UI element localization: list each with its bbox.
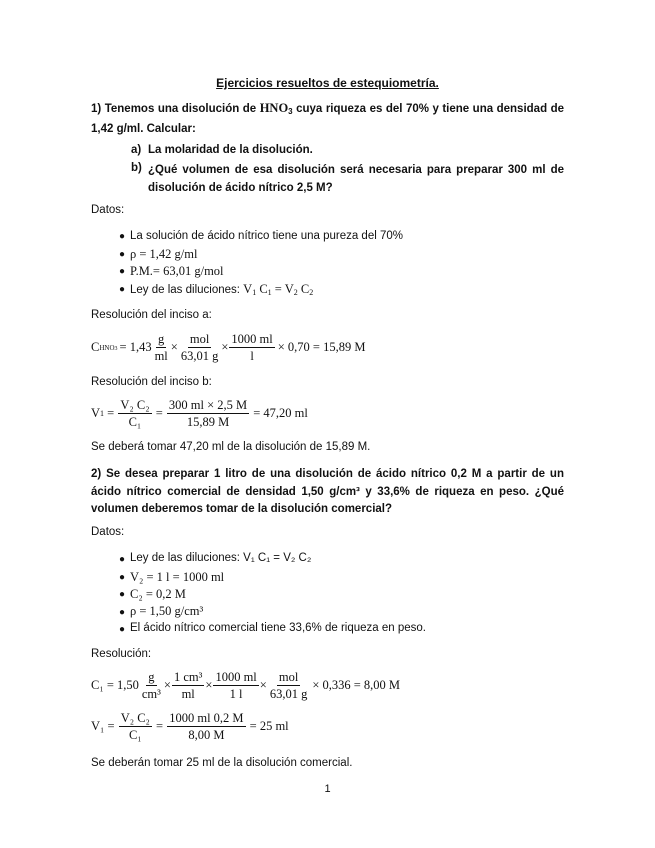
- datos-1-item: ρ = 1,42 g/ml: [130, 247, 198, 261]
- bullet-icon: ●: [119, 624, 126, 635]
- datos-2-item: El ácido nítrico comercial tiene 33,6% de riqueza en peso.: [130, 622, 426, 634]
- bullet-icon: ●: [119, 554, 126, 565]
- problem-1-statement: [91, 100, 564, 138]
- page-number: 1: [324, 783, 331, 795]
- datos-1-item: P.M.= 63,01 g/mol: [130, 264, 224, 278]
- bullet-icon: ●: [119, 572, 126, 583]
- problem-2-statement: 2) Se desea preparar 1 litro de una disolución de ácido nítrico 0,2 M a partir de un ácido nítrico comercial de densidad 1,50 g/cm³ y 33,6% de riqueza en peso. ¿Qué volumen deberemos tomar de la disolución comercial?: [91, 468, 564, 515]
- datos-2-item: Ley de las diluciones: V₁ C₁ = V₂ C₂: [130, 552, 312, 564]
- bullet-icon: ●: [119, 607, 126, 618]
- bullet-icon: ●: [119, 231, 126, 242]
- item-a-text: La molaridad de la disolución.: [148, 144, 313, 156]
- equation-volume-2: V₁ = $\frac{\text{V₂ C₂}}{\text{C₁}}$ = $\frac{1000 ml 0,2 M}{8,00 M}$ = 25 ml: [91, 711, 289, 742]
- datos-1-item: [130, 282, 313, 297]
- resolution-2-label: Resolución:: [91, 648, 152, 660]
- datos-2-item: V₂ = 1 l = 1000 ml: [130, 570, 225, 584]
- equation-molarity: C HNO3 = 1,43 $\frac{g}{ml}$ × $\frac{\text{mol}}{63,01 g}$ × $\frac{1000 ml}{l}$ × 0,70 = 15,89 M: [91, 332, 366, 363]
- item-b-marker: b): [131, 162, 142, 174]
- formula-subscript: 3: [288, 107, 293, 116]
- conclusion-2: Se deberán tomar 25 ml de la disolución comercial.: [91, 757, 353, 769]
- datos-2-item: ρ = 1,50 g/cm³: [130, 604, 204, 618]
- dilution-law-formula: $V_1$ $C_1 = V_2$ $C_2$: [243, 282, 314, 297]
- dilution-law-label: Ley de las diluciones:: [130, 284, 240, 296]
- item-a-marker: a): [131, 144, 142, 156]
- document-title: Ejercicios resueltos de estequiometría.: [216, 76, 439, 90]
- resolution-a-label: Resolución del inciso a:: [91, 309, 212, 321]
- formula-hno3: HNO: [259, 101, 289, 115]
- problem-1-prefix: 1) Tenemos una disolución de: [91, 103, 260, 115]
- conclusion-1: Se deberá tomar 47,20 ml de la disolución de 15,89 M.: [91, 441, 371, 453]
- bullet-icon: ●: [119, 284, 126, 295]
- datos-2-label: Datos:: [91, 526, 125, 538]
- datos-1-item: La solución de ácido nítrico tiene una pureza del 70%: [130, 230, 403, 242]
- datos-1-label: Datos:: [91, 204, 125, 216]
- bullet-icon: ●: [119, 266, 126, 277]
- datos-2-item: C₂ = 0,2 M: [130, 587, 186, 601]
- resolution-b-label: Resolución del inciso b:: [91, 376, 212, 388]
- problem-1-suffix: cuya riqueza es del 70% y tiene una densidad de 1,42 g/ml. Calcular:: [91, 103, 565, 135]
- equation-concentration: C₁ = 1,50 $\frac{g}{\text{cm³}}$ × $\frac{\text{1 cm³}}{ml}$ × $\frac{1000 ml}{1 l}$ × $\frac{\text{mol}}{63,01 g}$ × 0,336 = 8,00 M: [91, 670, 401, 701]
- bullet-icon: ●: [119, 589, 126, 600]
- equation-volume: V 1 = $\frac{\text{V₂ C₂}}{\text{C₁}}$ = $\frac{300 ml \times 2,5 M}{15,89 M}$ = 47,20 ml: [91, 398, 308, 429]
- item-b-text: ¿Qué volumen de esa disolución será necesaria para preparar 300 ml de disolución de ácido nítrico 2,5 M?: [148, 164, 564, 194]
- bullet-icon: ●: [119, 249, 126, 260]
